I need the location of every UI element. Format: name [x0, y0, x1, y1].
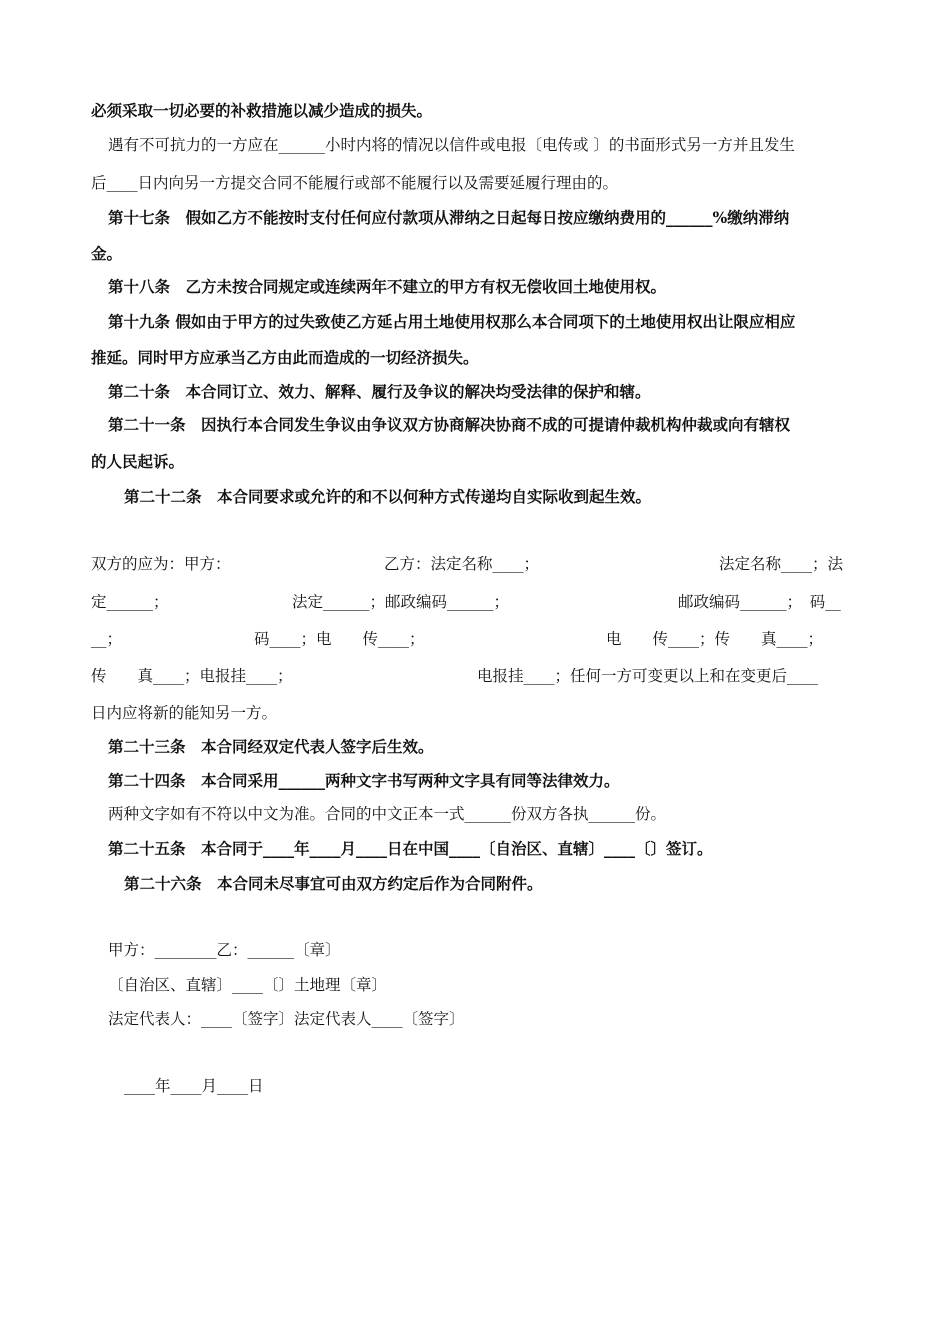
signature-line-2: 〔自治区、直辖〕____〔〕土地理〔章〕 [108, 976, 388, 994]
notice-line-5: 日内应将新的能知另一方。 [91, 704, 278, 722]
force-majeure-line-2: 后____日内向另一方提交合同不能履行或部不能履行以及需要延履行理由的。 [91, 174, 619, 192]
article-25: 第二十五条 本合同于____年____月____日在中国____〔自治区、直辖〕____〔〕签订。 [108, 839, 713, 858]
notice-line-3-right: 电 传____；传 真____； [606, 630, 824, 648]
article-19-line-2: 推延。同时甲方应承当乙方由此而造成的一切经济损失。 [91, 348, 479, 367]
article-17-line-2: 金。 [91, 244, 123, 263]
notice-line-3-left: __； [91, 630, 123, 648]
signature-line-3: 法定代表人：____〔签字〕法定代表人____〔签字〕 [108, 1010, 465, 1028]
article-20: 第二十条 本合同订立、效力、解释、履行及争议的解决均受法律的保护和辖。 [108, 382, 651, 401]
notice-line-2-right: 邮政编码______； 码__ [678, 593, 841, 611]
article-19-line-1: 第十九条 假如由于甲方的过失致使乙方延占用土地使用权那么本合同项下的土地使用权出让限应相应 [108, 312, 796, 331]
article-21-line-1: 第二十一条 因执行本合同发生争议由争议双方协商解决协商不成的可提请仲裁机构仲裁或向有辖权 [108, 415, 791, 434]
article-26: 第二十六条 本合同未尽事宜可由双方约定后作为合同附件。 [124, 874, 543, 893]
article-24-text: 两种文字如有不符以中文为准。合同的中文正本一式______份双方各执______份。 [108, 805, 667, 823]
article-21-line-2: 的人民起诉。 [91, 452, 185, 471]
notice-line-1-right: 法定名称____；法 [719, 555, 844, 573]
notice-line-1-middle: 乙方：法定名称____； [384, 555, 540, 573]
continuation-text: 必须采取一切必要的补救措施以减少造成的损失。 [91, 101, 433, 120]
notice-line-1-left: 双方的应为：甲方： [91, 555, 231, 573]
force-majeure-line-1: 遇有不可抗力的一方应在______小时内将的情况以信件或电报〔电传或 〕的书面形式另一方并且发生 [108, 136, 795, 154]
article-17-line-1: 第十七条 假如乙方不能按时支付任何应付款项从滞纳之日起每日按应缴纳费用的______%缴纳滞纳 [108, 208, 790, 227]
article-18: 第十八条 乙方未按合同规定或连续两年不建立的甲方有权无偿收回土地使用权。 [108, 277, 667, 296]
article-23: 第二十三条 本合同经双定代表人签字后生效。 [108, 737, 434, 756]
article-24: 第二十四条 本合同采用______两种文字书写两种文字具有同等法律效力。 [108, 771, 620, 790]
notice-line-4-left: 传 真____；电报挂____； [91, 667, 293, 685]
signature-line-1: 甲方：________乙：______〔章〕 [108, 941, 341, 959]
notice-line-4-right: 电报挂____；任何一方可变更以上和在变更后____ [477, 667, 819, 685]
notice-line-2-left: 定______； [91, 593, 169, 611]
article-22: 第二十二条 本合同要求或允许的和不以何种方式传递均自实际收到起生效。 [124, 487, 652, 506]
signature-date: ____年____月____日 [124, 1077, 264, 1095]
notice-line-2-middle: 法定______；邮政编码______； [292, 593, 510, 611]
notice-line-3-middle: 码____；电 传____； [254, 630, 425, 648]
